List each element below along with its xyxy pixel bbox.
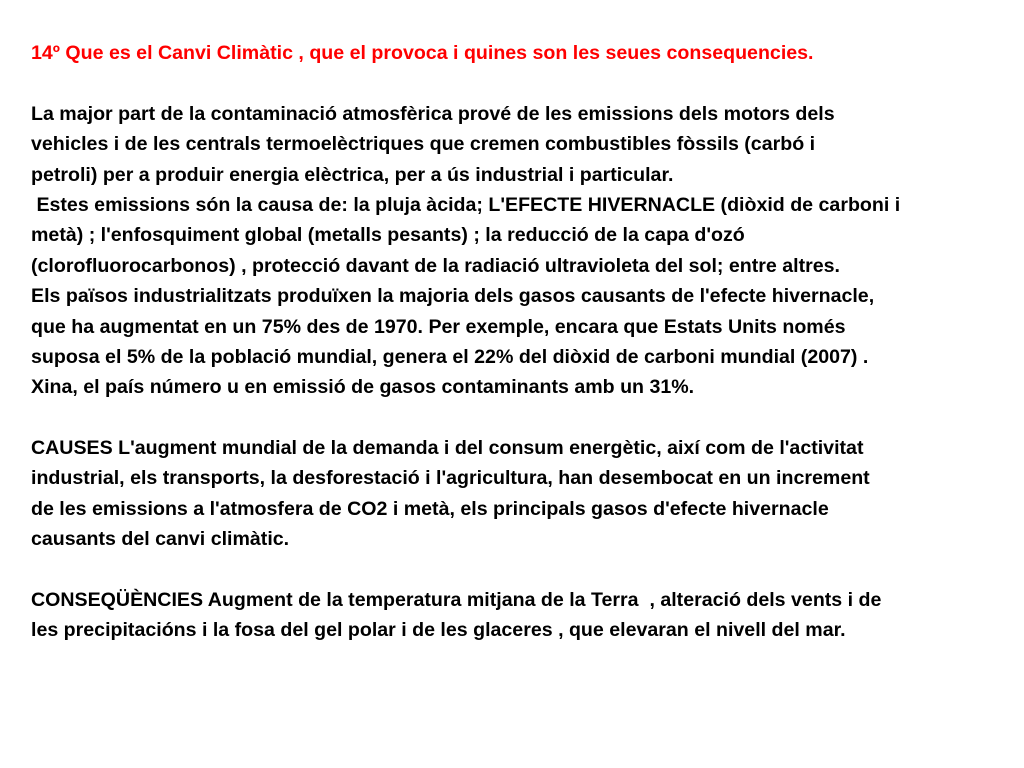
intro-line: Els països industrialitzats produïxen la majoria dels gasos causants de l'efecte hivernacle,	[31, 285, 875, 308]
spacer	[31, 403, 1004, 433]
intro-line: que ha augmentat en un 75% des de 1970. Per exemple, encara que Estats Units només	[31, 315, 846, 338]
intro-line: La major part de la contaminació atmosfèrica prové de les emissions dels motors dels	[31, 102, 835, 125]
slide-title	[31, 38, 1004, 68]
consequences-line: CONSEQÜÈNCIES Augment de la temperatura mitjana de la Terra , alteració dels vents i de	[31, 589, 882, 612]
intro-paragraph	[31, 99, 1004, 403]
intro-line: Xina, el país número u en emissió de gasos contaminants amb un 31%.	[31, 376, 695, 399]
intro-line: (clorofluorocarbonos) , protecció davant de la radiació ultravioleta del sol; entre altres.	[31, 254, 840, 277]
intro-line: vehicles i de les centrals termoelèctriques que cremen combustibles fòssils (carbó i	[31, 133, 816, 156]
causes-line: industrial, els transports, la desforestació i l'agricultura, han desembocat en un increment	[31, 467, 870, 490]
causes-paragraph	[31, 433, 1004, 555]
spacer	[31, 68, 1004, 98]
causes-line: causants del canvi climàtic.	[31, 528, 290, 551]
title-line: 14º Que es el Canvi Climàtic , que el provoca i quines son les seues consequencies.	[31, 42, 814, 64]
intro-line: petroli) per a produir energia elèctrica, per a ús industrial i particular.	[31, 163, 674, 186]
intro-line: suposa el 5% de la població mundial, genera el 22% del diòxid de carboni mundial (2007) .	[31, 345, 869, 368]
intro-line: Estes emissions són la causa de: la pluja àcida; L'EFECTE HIVERNACLE (diòxid de carboni i	[31, 193, 901, 216]
consequences-line: les precipitacións i la fosa del gel polar i de les glaceres , que elevaran el nivell del mar.	[31, 619, 846, 642]
consequences-paragraph	[31, 585, 1004, 646]
spacer	[31, 555, 1004, 585]
intro-line: metà) ; l'enfosquiment global (metalls pesants) ; la reducció de la capa d'ozó	[31, 224, 745, 247]
causes-line: de les emissions a l'atmosfera de CO2 i metà, els principals gasos d'efecte hivernacle	[31, 497, 829, 520]
causes-line: CAUSES L'augment mundial de la demanda i del consum energètic, així com de l'activitat	[31, 437, 864, 460]
